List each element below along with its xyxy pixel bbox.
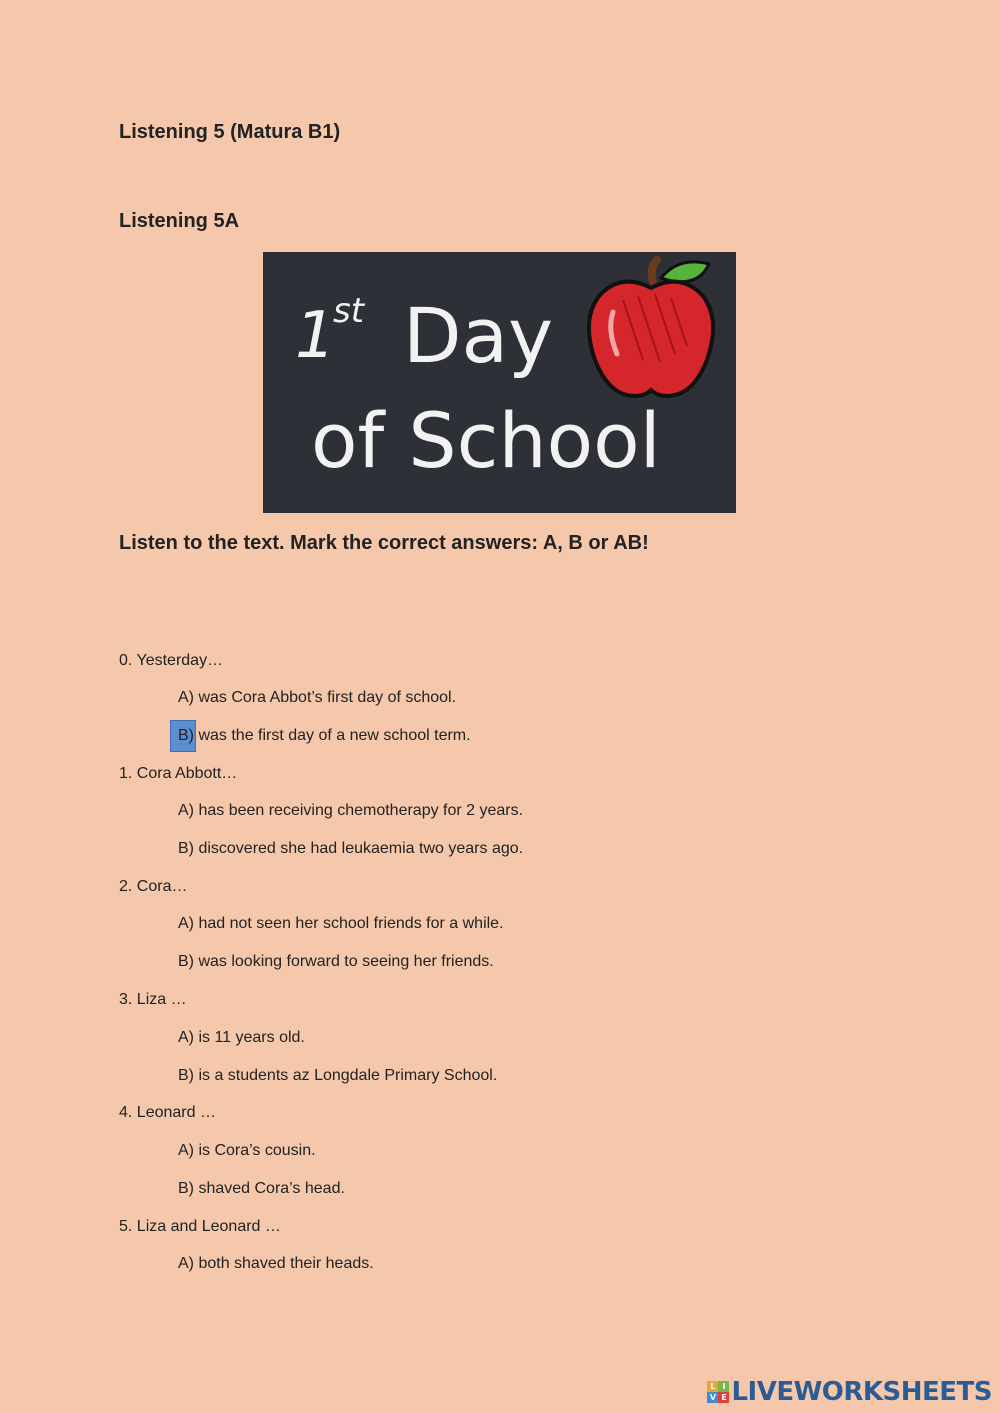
question-3-option-a[interactable]: A) is 11 years old. <box>178 1029 305 1046</box>
question-4-stem: 4. Leonard … <box>119 1104 216 1121</box>
section-title: Listening 5A <box>119 210 240 232</box>
page-title: Listening 5 (Matura B1) <box>119 121 341 143</box>
liveworksheets-logo-icon <box>707 1381 729 1403</box>
banner-number: 1 <box>295 299 336 373</box>
question-0-option-a[interactable]: A) was Cora Abbot’s first day of school. <box>178 689 457 706</box>
question-5-stem: 5. Liza and Leonard … <box>119 1218 281 1235</box>
question-2-stem: 2. Cora… <box>119 878 188 895</box>
logo-text: LIVEWORKSHEETS <box>731 1377 992 1407</box>
question-1-stem: 1. Cora Abbott… <box>119 765 238 782</box>
banner-school: of School <box>311 396 661 485</box>
option-b-letter: B) <box>178 727 194 744</box>
question-3-stem: 3. Liza … <box>119 991 187 1008</box>
instruction: Listen to the text. Mark the correct answers: A, B or AB! <box>119 532 649 554</box>
question-2-option-a[interactable]: A) had not seen her school friends for a while. <box>178 915 504 932</box>
question-4-option-a[interactable]: A) is Cora’s cousin. <box>178 1142 316 1159</box>
question-0-stem: 0. Yesterday… <box>119 652 224 669</box>
question-5-option-a[interactable]: A) both shaved their heads. <box>178 1255 374 1272</box>
first-day-of-school-image <box>263 252 736 513</box>
logo-mark-l: L <box>707 1381 718 1392</box>
logo-mark-v: V <box>707 1392 718 1403</box>
question-1-option-a[interactable]: A) has been receiving chemotherapy for 2 years. <box>178 802 524 819</box>
question-1-option-b[interactable]: B) discovered she had leukaemia two years ago. <box>178 840 524 857</box>
question-4-option-b[interactable]: B) shaved Cora’s head. <box>178 1180 345 1197</box>
liveworksheets-logo[interactable] <box>707 1375 992 1409</box>
question-2-option-b[interactable]: B) was looking forward to seeing her friends. <box>178 953 494 970</box>
logo-mark-i: I <box>718 1381 729 1392</box>
banner-day: Day <box>403 291 554 380</box>
question-3-option-b[interactable]: B) is a students az Longdale Primary School. <box>178 1067 498 1084</box>
logo-mark-e: E <box>718 1392 729 1403</box>
question-0-option-b[interactable] <box>178 726 471 746</box>
option-b-text: was the first day of a new school term. <box>194 727 471 744</box>
banner-superscript: st <box>333 291 365 331</box>
